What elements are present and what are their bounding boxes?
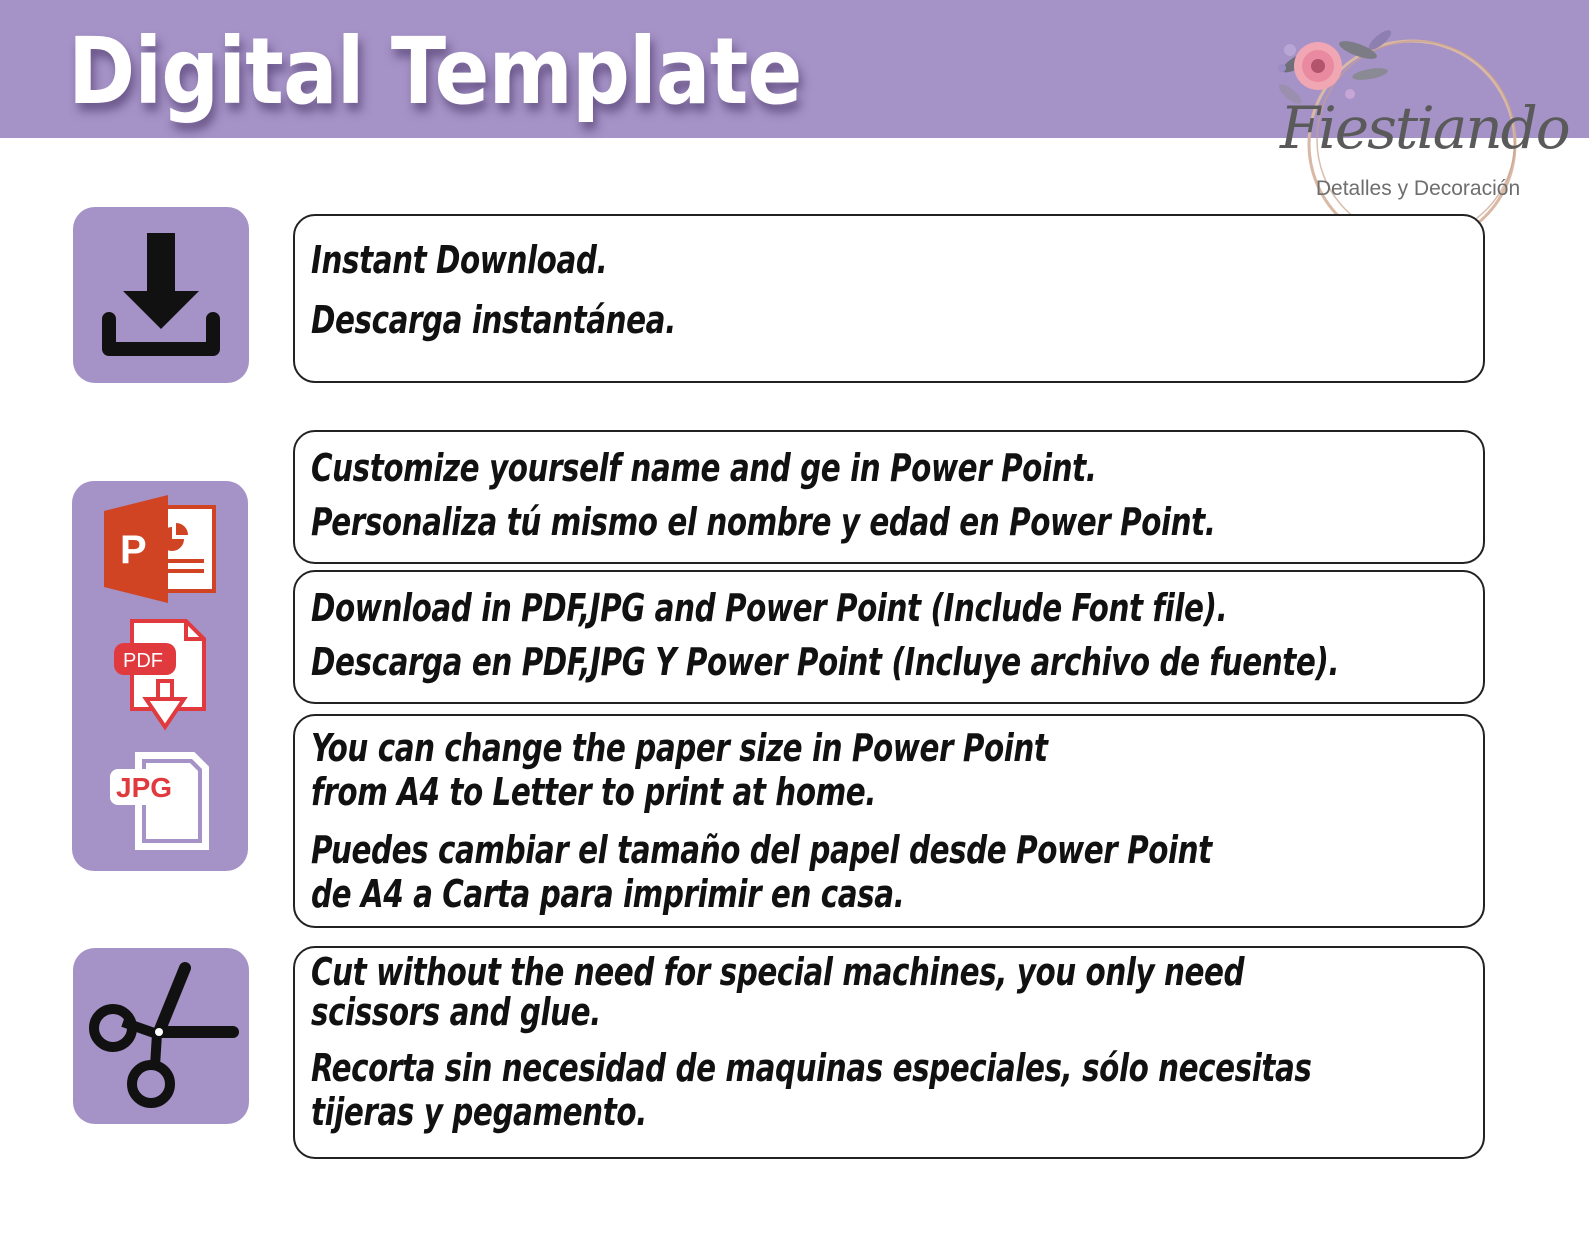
powerpoint-file-icon: [102, 493, 218, 605]
logo-tagline: Detalles y Decoración: [1315, 177, 1521, 200]
box-line: You can change the paper size in Power Point: [311, 726, 1048, 770]
box-line: tijeras y pegamento.: [311, 1090, 647, 1134]
box-line: scissors and glue.: [311, 990, 601, 1034]
box-line: Instant Download.: [311, 238, 608, 282]
info-box-paper-size: [293, 714, 1485, 928]
box-line: from A4 to Letter to print at home.: [311, 770, 877, 814]
box-line: Cut without the need for special machines, you only need: [311, 950, 1245, 994]
jpg-label: JPG: [116, 772, 173, 803]
box-line: de A4 a Carta para imprimir en casa.: [311, 872, 905, 916]
box-line: Download in PDF,JPG and Power Point (Include Font file).: [311, 586, 1228, 630]
file-types-tile: [72, 481, 248, 871]
box-line: Descarga instantánea.: [311, 298, 676, 342]
box-line: Customize yourself name and ge in Power Point.: [311, 446, 1097, 490]
box-line: Descarga en PDF,JPG Y Power Point (Incluye archivo de fuente).: [311, 640, 1340, 684]
box-line: Personaliza tú mismo el nombre y edad en Power Point.: [311, 500, 1216, 544]
info-box-cutting: [293, 946, 1485, 1159]
info-box-customize: [293, 430, 1485, 564]
info-box-formats: [293, 570, 1485, 704]
box-line: Recorta sin necesidad de maquinas especiales, sólo necesitas: [311, 1046, 1312, 1090]
scissors-tile: [73, 948, 249, 1124]
download-tile: [73, 207, 249, 383]
pdf-label: PDF: [123, 650, 163, 672]
download-icon: [73, 207, 249, 383]
pdf-download-icon: [110, 617, 210, 735]
jpg-file-icon: [108, 749, 212, 855]
page-title: Digital Template: [68, 18, 802, 125]
info-box-instant-download: [293, 214, 1485, 383]
logo-script-text: Fiestiando: [1280, 94, 1569, 162]
scissors-icon: [73, 948, 249, 1124]
box-line: Puedes cambiar el tamaño del papel desde Power Point: [311, 828, 1212, 872]
powerpoint-letter: P: [120, 528, 147, 572]
